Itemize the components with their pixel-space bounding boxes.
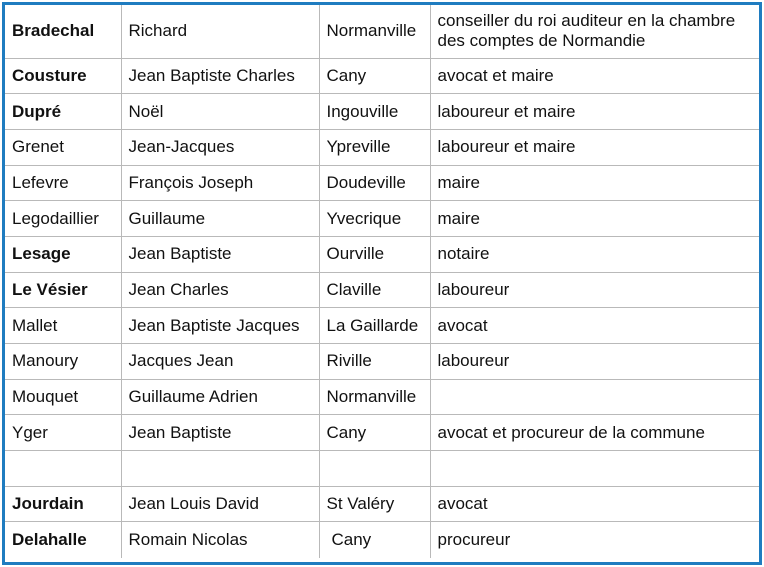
town-cell: Ourville (319, 236, 430, 272)
town-cell: Riville (319, 344, 430, 380)
given-name-cell: Jean Baptiste Charles (121, 58, 319, 94)
surname-cell: Bradechal (5, 5, 121, 58)
table-row (5, 165, 759, 201)
table-row (5, 129, 759, 165)
occupation-cell: laboureur et maire (430, 129, 759, 165)
town-cell: Cany (319, 58, 430, 94)
table-row (5, 415, 759, 451)
table-row (5, 58, 759, 94)
surname-cell: Mouquet (5, 379, 121, 415)
surname-cell: Yger (5, 415, 121, 451)
town-cell: Cany (319, 415, 430, 451)
occupation-cell: avocat (430, 486, 759, 522)
given-name-cell: Jean Baptiste (121, 415, 319, 451)
surname-cell: Dupré (5, 94, 121, 130)
town-cell: Ingouville (319, 94, 430, 130)
table-row (5, 344, 759, 380)
town-cell: Ypreville (319, 129, 430, 165)
occupation-cell: laboureur (430, 344, 759, 380)
occupation-cell: notaire (430, 236, 759, 272)
surname-cell: Cousture (5, 58, 121, 94)
town-cell: Yvecrique (319, 201, 430, 237)
town-cell: Cany (319, 522, 430, 558)
given-name-cell: Jean Charles (121, 272, 319, 308)
occupation-cell (430, 379, 759, 415)
surname-cell: Manoury (5, 344, 121, 380)
surname-cell: Lesage (5, 236, 121, 272)
surname-cell: Delahalle (5, 522, 121, 558)
town-cell: Normanville (319, 5, 430, 58)
surname-cell: Jourdain (5, 486, 121, 522)
table-row (5, 236, 759, 272)
table-row (5, 379, 759, 415)
roster-table (5, 5, 759, 558)
table-row (5, 272, 759, 308)
town-cell: Doudeville (319, 165, 430, 201)
town-cell: Normanville (319, 379, 430, 415)
occupation-cell: avocat et maire (430, 58, 759, 94)
town-cell (319, 451, 430, 487)
surname-cell: Lefevre (5, 165, 121, 201)
table-row (5, 308, 759, 344)
occupation-cell: avocat et procureur de la commune (430, 415, 759, 451)
table-row (5, 94, 759, 130)
given-name-cell: Guillaume Adrien (121, 379, 319, 415)
occupation-cell: conseiller du roi auditeur en la chambre des comptes de Normandie (430, 5, 759, 58)
surname-cell: Mallet (5, 308, 121, 344)
given-name-cell: Guillaume (121, 201, 319, 237)
occupation-cell: procureur (430, 522, 759, 558)
occupation-cell: maire (430, 165, 759, 201)
table-row (5, 522, 759, 558)
table-row (5, 486, 759, 522)
table-row (5, 451, 759, 487)
town-cell: La Gaillarde (319, 308, 430, 344)
table-frame (2, 2, 762, 565)
given-name-cell: Noël (121, 94, 319, 130)
surname-cell: Grenet (5, 129, 121, 165)
town-cell: Claville (319, 272, 430, 308)
surname-cell (5, 451, 121, 487)
given-name-cell: Jean-Jacques (121, 129, 319, 165)
occupation-cell (430, 451, 759, 487)
occupation-cell: laboureur (430, 272, 759, 308)
given-name-cell: François Joseph (121, 165, 319, 201)
table-row (5, 5, 759, 58)
town-cell: St Valéry (319, 486, 430, 522)
occupation-cell: laboureur et maire (430, 94, 759, 130)
roster-body (5, 5, 759, 558)
occupation-cell: maire (430, 201, 759, 237)
given-name-cell: Jean Baptiste Jacques (121, 308, 319, 344)
occupation-cell: avocat (430, 308, 759, 344)
given-name-cell (121, 451, 319, 487)
given-name-cell: Richard (121, 5, 319, 58)
given-name-cell: Jean Baptiste (121, 236, 319, 272)
given-name-cell: Jacques Jean (121, 344, 319, 380)
surname-cell: Legodaillier (5, 201, 121, 237)
given-name-cell: Jean Louis David (121, 486, 319, 522)
surname-cell: Le Vésier (5, 272, 121, 308)
table-row (5, 201, 759, 237)
given-name-cell: Romain Nicolas (121, 522, 319, 558)
